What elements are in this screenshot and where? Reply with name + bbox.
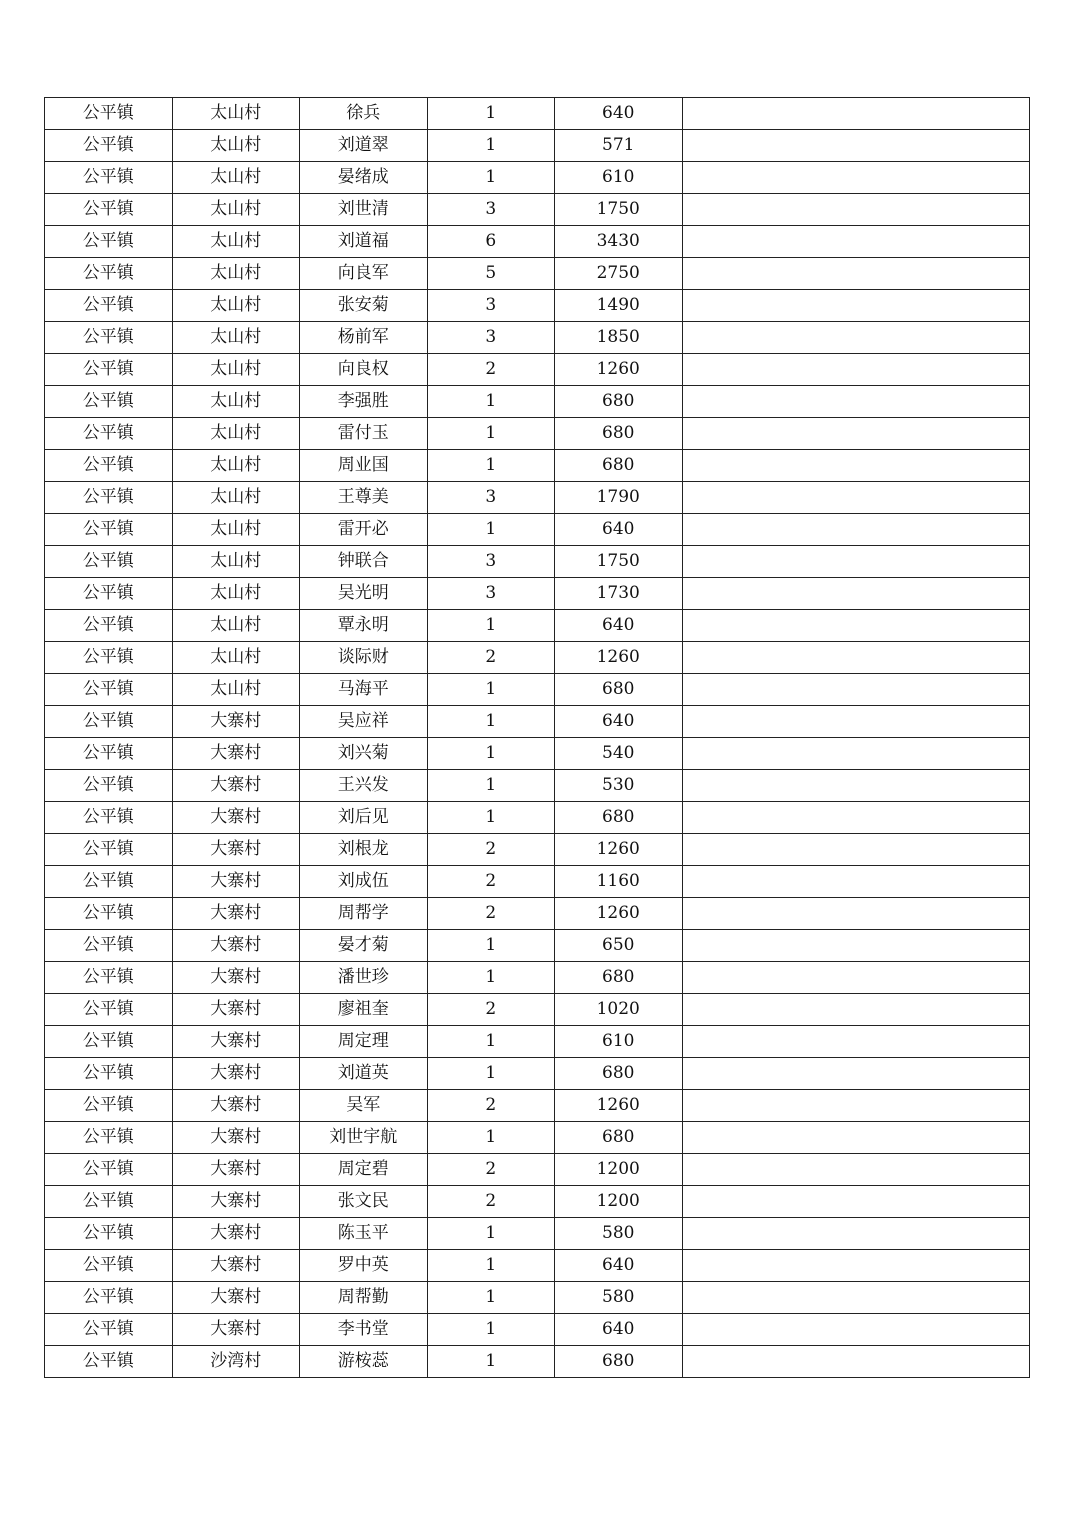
name-cell: 刘根龙 bbox=[300, 834, 428, 866]
village-cell: 太山村 bbox=[172, 226, 300, 258]
data-table bbox=[44, 97, 1030, 1378]
amount-cell: 580 bbox=[555, 1282, 683, 1314]
household-count-cell: 1 bbox=[427, 1250, 555, 1282]
remark-cell bbox=[682, 738, 1030, 770]
village-cell: 大寨村 bbox=[172, 1186, 300, 1218]
name-cell: 马海平 bbox=[300, 674, 428, 706]
name-cell: 周帮勤 bbox=[300, 1282, 428, 1314]
name-cell: 刘后见 bbox=[300, 802, 428, 834]
table-row bbox=[45, 866, 1030, 898]
remark-cell bbox=[682, 514, 1030, 546]
town-cell: 公平镇 bbox=[45, 1026, 173, 1058]
table-row bbox=[45, 802, 1030, 834]
household-count-cell: 1 bbox=[427, 674, 555, 706]
amount-cell: 680 bbox=[555, 386, 683, 418]
village-cell: 太山村 bbox=[172, 674, 300, 706]
town-cell: 公平镇 bbox=[45, 578, 173, 610]
amount-cell: 680 bbox=[555, 962, 683, 994]
table-row bbox=[45, 1154, 1030, 1186]
village-cell: 太山村 bbox=[172, 258, 300, 290]
household-count-cell: 1 bbox=[427, 98, 555, 130]
village-cell: 太山村 bbox=[172, 418, 300, 450]
village-cell: 太山村 bbox=[172, 130, 300, 162]
village-cell: 大寨村 bbox=[172, 1154, 300, 1186]
village-cell: 大寨村 bbox=[172, 898, 300, 930]
table-row bbox=[45, 834, 1030, 866]
village-cell: 大寨村 bbox=[172, 994, 300, 1026]
amount-cell: 640 bbox=[555, 706, 683, 738]
village-cell: 大寨村 bbox=[172, 930, 300, 962]
table-row bbox=[45, 354, 1030, 386]
amount-cell: 640 bbox=[555, 610, 683, 642]
name-cell: 徐兵 bbox=[300, 98, 428, 130]
table-row bbox=[45, 578, 1030, 610]
household-count-cell: 1 bbox=[427, 514, 555, 546]
town-cell: 公平镇 bbox=[45, 1218, 173, 1250]
household-count-cell: 1 bbox=[427, 1058, 555, 1090]
household-count-cell: 1 bbox=[427, 962, 555, 994]
household-count-cell: 2 bbox=[427, 834, 555, 866]
remark-cell bbox=[682, 418, 1030, 450]
village-cell: 太山村 bbox=[172, 322, 300, 354]
remark-cell bbox=[682, 866, 1030, 898]
remark-cell bbox=[682, 930, 1030, 962]
table-row bbox=[45, 738, 1030, 770]
town-cell: 公平镇 bbox=[45, 258, 173, 290]
amount-cell: 680 bbox=[555, 1058, 683, 1090]
table-row bbox=[45, 1250, 1030, 1282]
name-cell: 向良权 bbox=[300, 354, 428, 386]
table-row bbox=[45, 610, 1030, 642]
town-cell: 公平镇 bbox=[45, 930, 173, 962]
amount-cell: 610 bbox=[555, 162, 683, 194]
town-cell: 公平镇 bbox=[45, 514, 173, 546]
amount-cell: 3430 bbox=[555, 226, 683, 258]
table-row bbox=[45, 642, 1030, 674]
remark-cell bbox=[682, 1122, 1030, 1154]
name-cell: 雷开必 bbox=[300, 514, 428, 546]
table-row bbox=[45, 482, 1030, 514]
table-row bbox=[45, 1346, 1030, 1378]
household-count-cell: 2 bbox=[427, 642, 555, 674]
village-cell: 大寨村 bbox=[172, 1090, 300, 1122]
town-cell: 公平镇 bbox=[45, 1314, 173, 1346]
amount-cell: 1020 bbox=[555, 994, 683, 1026]
village-cell: 太山村 bbox=[172, 642, 300, 674]
town-cell: 公平镇 bbox=[45, 290, 173, 322]
name-cell: 王兴发 bbox=[300, 770, 428, 802]
household-count-cell: 2 bbox=[427, 898, 555, 930]
name-cell: 张文民 bbox=[300, 1186, 428, 1218]
town-cell: 公平镇 bbox=[45, 802, 173, 834]
remark-cell bbox=[682, 994, 1030, 1026]
table-row bbox=[45, 258, 1030, 290]
remark-cell bbox=[682, 290, 1030, 322]
town-cell: 公平镇 bbox=[45, 642, 173, 674]
household-count-cell: 1 bbox=[427, 610, 555, 642]
town-cell: 公平镇 bbox=[45, 898, 173, 930]
amount-cell: 1260 bbox=[555, 1090, 683, 1122]
household-count-cell: 1 bbox=[427, 930, 555, 962]
household-count-cell: 3 bbox=[427, 482, 555, 514]
village-cell: 大寨村 bbox=[172, 1026, 300, 1058]
town-cell: 公平镇 bbox=[45, 834, 173, 866]
name-cell: 吴光明 bbox=[300, 578, 428, 610]
name-cell: 覃永明 bbox=[300, 610, 428, 642]
remark-cell bbox=[682, 610, 1030, 642]
village-cell: 大寨村 bbox=[172, 1058, 300, 1090]
town-cell: 公平镇 bbox=[45, 962, 173, 994]
village-cell: 大寨村 bbox=[172, 1250, 300, 1282]
name-cell: 刘道福 bbox=[300, 226, 428, 258]
village-cell: 太山村 bbox=[172, 194, 300, 226]
table-row bbox=[45, 194, 1030, 226]
remark-cell bbox=[682, 1058, 1030, 1090]
amount-cell: 1750 bbox=[555, 546, 683, 578]
amount-cell: 2750 bbox=[555, 258, 683, 290]
village-cell: 太山村 bbox=[172, 162, 300, 194]
amount-cell: 530 bbox=[555, 770, 683, 802]
amount-cell: 610 bbox=[555, 1026, 683, 1058]
household-count-cell: 1 bbox=[427, 418, 555, 450]
town-cell: 公平镇 bbox=[45, 226, 173, 258]
name-cell: 潘世珍 bbox=[300, 962, 428, 994]
household-count-cell: 1 bbox=[427, 1346, 555, 1378]
table-row bbox=[45, 322, 1030, 354]
amount-cell: 1260 bbox=[555, 898, 683, 930]
town-cell: 公平镇 bbox=[45, 738, 173, 770]
village-cell: 大寨村 bbox=[172, 1314, 300, 1346]
name-cell: 晏才菊 bbox=[300, 930, 428, 962]
remark-cell bbox=[682, 1250, 1030, 1282]
name-cell: 谈际财 bbox=[300, 642, 428, 674]
village-cell: 大寨村 bbox=[172, 834, 300, 866]
name-cell: 张安菊 bbox=[300, 290, 428, 322]
remark-cell bbox=[682, 674, 1030, 706]
village-cell: 太山村 bbox=[172, 610, 300, 642]
name-cell: 雷付玉 bbox=[300, 418, 428, 450]
village-cell: 大寨村 bbox=[172, 770, 300, 802]
household-count-cell: 3 bbox=[427, 290, 555, 322]
village-cell: 太山村 bbox=[172, 386, 300, 418]
remark-cell bbox=[682, 1346, 1030, 1378]
town-cell: 公平镇 bbox=[45, 130, 173, 162]
town-cell: 公平镇 bbox=[45, 994, 173, 1026]
table-row bbox=[45, 546, 1030, 578]
amount-cell: 680 bbox=[555, 418, 683, 450]
table-row bbox=[45, 1058, 1030, 1090]
amount-cell: 1260 bbox=[555, 834, 683, 866]
remark-cell bbox=[682, 386, 1030, 418]
household-count-cell: 1 bbox=[427, 162, 555, 194]
table-row bbox=[45, 994, 1030, 1026]
table-row bbox=[45, 1122, 1030, 1154]
amount-cell: 640 bbox=[555, 514, 683, 546]
table-row bbox=[45, 1186, 1030, 1218]
remark-cell bbox=[682, 1090, 1030, 1122]
village-cell: 太山村 bbox=[172, 290, 300, 322]
amount-cell: 640 bbox=[555, 1314, 683, 1346]
table-row bbox=[45, 98, 1030, 130]
town-cell: 公平镇 bbox=[45, 1154, 173, 1186]
remark-cell bbox=[682, 962, 1030, 994]
name-cell: 刘成伍 bbox=[300, 866, 428, 898]
household-count-cell: 1 bbox=[427, 450, 555, 482]
town-cell: 公平镇 bbox=[45, 482, 173, 514]
household-count-cell: 2 bbox=[427, 994, 555, 1026]
name-cell: 廖祖奎 bbox=[300, 994, 428, 1026]
amount-cell: 540 bbox=[555, 738, 683, 770]
household-count-cell: 2 bbox=[427, 866, 555, 898]
amount-cell: 1200 bbox=[555, 1154, 683, 1186]
name-cell: 刘道翠 bbox=[300, 130, 428, 162]
village-cell: 太山村 bbox=[172, 482, 300, 514]
table-row bbox=[45, 162, 1030, 194]
town-cell: 公平镇 bbox=[45, 1058, 173, 1090]
town-cell: 公平镇 bbox=[45, 1122, 173, 1154]
name-cell: 周定理 bbox=[300, 1026, 428, 1058]
village-cell: 大寨村 bbox=[172, 1282, 300, 1314]
amount-cell: 1750 bbox=[555, 194, 683, 226]
table-row bbox=[45, 450, 1030, 482]
household-count-cell: 1 bbox=[427, 1282, 555, 1314]
name-cell: 刘世清 bbox=[300, 194, 428, 226]
table-row bbox=[45, 418, 1030, 450]
town-cell: 公平镇 bbox=[45, 1346, 173, 1378]
name-cell: 晏绪成 bbox=[300, 162, 428, 194]
table-row bbox=[45, 130, 1030, 162]
remark-cell bbox=[682, 162, 1030, 194]
amount-cell: 680 bbox=[555, 450, 683, 482]
amount-cell: 680 bbox=[555, 1122, 683, 1154]
amount-cell: 680 bbox=[555, 1346, 683, 1378]
remark-cell bbox=[682, 354, 1030, 386]
name-cell: 吴应祥 bbox=[300, 706, 428, 738]
household-count-cell: 2 bbox=[427, 1186, 555, 1218]
village-cell: 大寨村 bbox=[172, 1218, 300, 1250]
household-count-cell: 1 bbox=[427, 706, 555, 738]
village-cell: 太山村 bbox=[172, 450, 300, 482]
town-cell: 公平镇 bbox=[45, 386, 173, 418]
village-cell: 沙湾村 bbox=[172, 1346, 300, 1378]
household-count-cell: 1 bbox=[427, 130, 555, 162]
town-cell: 公平镇 bbox=[45, 354, 173, 386]
amount-cell: 580 bbox=[555, 1218, 683, 1250]
amount-cell: 680 bbox=[555, 802, 683, 834]
amount-cell: 1850 bbox=[555, 322, 683, 354]
table-row bbox=[45, 1090, 1030, 1122]
household-count-cell: 1 bbox=[427, 738, 555, 770]
town-cell: 公平镇 bbox=[45, 1186, 173, 1218]
town-cell: 公平镇 bbox=[45, 418, 173, 450]
household-count-cell: 1 bbox=[427, 1314, 555, 1346]
village-cell: 大寨村 bbox=[172, 866, 300, 898]
town-cell: 公平镇 bbox=[45, 322, 173, 354]
name-cell: 游桉蕊 bbox=[300, 1346, 428, 1378]
household-count-cell: 1 bbox=[427, 1122, 555, 1154]
household-count-cell: 2 bbox=[427, 1090, 555, 1122]
remark-cell bbox=[682, 1314, 1030, 1346]
table-row bbox=[45, 514, 1030, 546]
table-row bbox=[45, 1314, 1030, 1346]
table-row bbox=[45, 1026, 1030, 1058]
remark-cell bbox=[682, 194, 1030, 226]
town-cell: 公平镇 bbox=[45, 162, 173, 194]
remark-cell bbox=[682, 802, 1030, 834]
household-count-cell: 2 bbox=[427, 354, 555, 386]
household-count-cell: 3 bbox=[427, 546, 555, 578]
town-cell: 公平镇 bbox=[45, 674, 173, 706]
household-count-cell: 2 bbox=[427, 1154, 555, 1186]
village-cell: 太山村 bbox=[172, 98, 300, 130]
table-row bbox=[45, 1218, 1030, 1250]
remark-cell bbox=[682, 130, 1030, 162]
household-count-cell: 1 bbox=[427, 1026, 555, 1058]
town-cell: 公平镇 bbox=[45, 706, 173, 738]
village-cell: 太山村 bbox=[172, 514, 300, 546]
town-cell: 公平镇 bbox=[45, 866, 173, 898]
household-count-cell: 1 bbox=[427, 770, 555, 802]
name-cell: 刘道英 bbox=[300, 1058, 428, 1090]
table-row bbox=[45, 226, 1030, 258]
amount-cell: 1200 bbox=[555, 1186, 683, 1218]
table-row bbox=[45, 674, 1030, 706]
amount-cell: 1730 bbox=[555, 578, 683, 610]
name-cell: 罗中英 bbox=[300, 1250, 428, 1282]
remark-cell bbox=[682, 258, 1030, 290]
household-count-cell: 3 bbox=[427, 322, 555, 354]
village-cell: 大寨村 bbox=[172, 962, 300, 994]
name-cell: 李书堂 bbox=[300, 1314, 428, 1346]
remark-cell bbox=[682, 450, 1030, 482]
remark-cell bbox=[682, 1282, 1030, 1314]
remark-cell bbox=[682, 1218, 1030, 1250]
household-count-cell: 1 bbox=[427, 1218, 555, 1250]
household-count-cell: 6 bbox=[427, 226, 555, 258]
name-cell: 李强胜 bbox=[300, 386, 428, 418]
household-count-cell: 1 bbox=[427, 386, 555, 418]
household-count-cell: 1 bbox=[427, 802, 555, 834]
village-cell: 大寨村 bbox=[172, 706, 300, 738]
table-row bbox=[45, 290, 1030, 322]
household-count-cell: 3 bbox=[427, 194, 555, 226]
name-cell: 王尊美 bbox=[300, 482, 428, 514]
town-cell: 公平镇 bbox=[45, 194, 173, 226]
town-cell: 公平镇 bbox=[45, 1250, 173, 1282]
amount-cell: 1160 bbox=[555, 866, 683, 898]
amount-cell: 1260 bbox=[555, 354, 683, 386]
town-cell: 公平镇 bbox=[45, 770, 173, 802]
village-cell: 太山村 bbox=[172, 354, 300, 386]
remark-cell bbox=[682, 578, 1030, 610]
remark-cell bbox=[682, 834, 1030, 866]
remark-cell bbox=[682, 1186, 1030, 1218]
town-cell: 公平镇 bbox=[45, 1282, 173, 1314]
table-row bbox=[45, 770, 1030, 802]
table-row bbox=[45, 962, 1030, 994]
town-cell: 公平镇 bbox=[45, 546, 173, 578]
remark-cell bbox=[682, 482, 1030, 514]
amount-cell: 640 bbox=[555, 98, 683, 130]
name-cell: 刘兴菊 bbox=[300, 738, 428, 770]
table-row bbox=[45, 386, 1030, 418]
amount-cell: 640 bbox=[555, 1250, 683, 1282]
name-cell: 吴军 bbox=[300, 1090, 428, 1122]
town-cell: 公平镇 bbox=[45, 610, 173, 642]
table-row bbox=[45, 1282, 1030, 1314]
town-cell: 公平镇 bbox=[45, 450, 173, 482]
name-cell: 向良军 bbox=[300, 258, 428, 290]
remark-cell bbox=[682, 898, 1030, 930]
name-cell: 钟联合 bbox=[300, 546, 428, 578]
table-row bbox=[45, 930, 1030, 962]
name-cell: 杨前军 bbox=[300, 322, 428, 354]
remark-cell bbox=[682, 642, 1030, 674]
amount-cell: 571 bbox=[555, 130, 683, 162]
remark-cell bbox=[682, 226, 1030, 258]
village-cell: 大寨村 bbox=[172, 738, 300, 770]
name-cell: 周业国 bbox=[300, 450, 428, 482]
name-cell: 周定碧 bbox=[300, 1154, 428, 1186]
town-cell: 公平镇 bbox=[45, 98, 173, 130]
amount-cell: 680 bbox=[555, 674, 683, 706]
remark-cell bbox=[682, 98, 1030, 130]
amount-cell: 1790 bbox=[555, 482, 683, 514]
amount-cell: 650 bbox=[555, 930, 683, 962]
remark-cell bbox=[682, 1026, 1030, 1058]
table-row bbox=[45, 898, 1030, 930]
household-count-cell: 3 bbox=[427, 578, 555, 610]
village-cell: 太山村 bbox=[172, 578, 300, 610]
name-cell: 刘世宇航 bbox=[300, 1122, 428, 1154]
remark-cell bbox=[682, 1154, 1030, 1186]
remark-cell bbox=[682, 770, 1030, 802]
village-cell: 大寨村 bbox=[172, 1122, 300, 1154]
town-cell: 公平镇 bbox=[45, 1090, 173, 1122]
village-cell: 大寨村 bbox=[172, 802, 300, 834]
remark-cell bbox=[682, 322, 1030, 354]
amount-cell: 1260 bbox=[555, 642, 683, 674]
household-count-cell: 5 bbox=[427, 258, 555, 290]
remark-cell bbox=[682, 706, 1030, 738]
name-cell: 周帮学 bbox=[300, 898, 428, 930]
amount-cell: 1490 bbox=[555, 290, 683, 322]
remark-cell bbox=[682, 546, 1030, 578]
name-cell: 陈玉平 bbox=[300, 1218, 428, 1250]
village-cell: 太山村 bbox=[172, 546, 300, 578]
table-row bbox=[45, 706, 1030, 738]
table-body bbox=[45, 98, 1030, 1378]
